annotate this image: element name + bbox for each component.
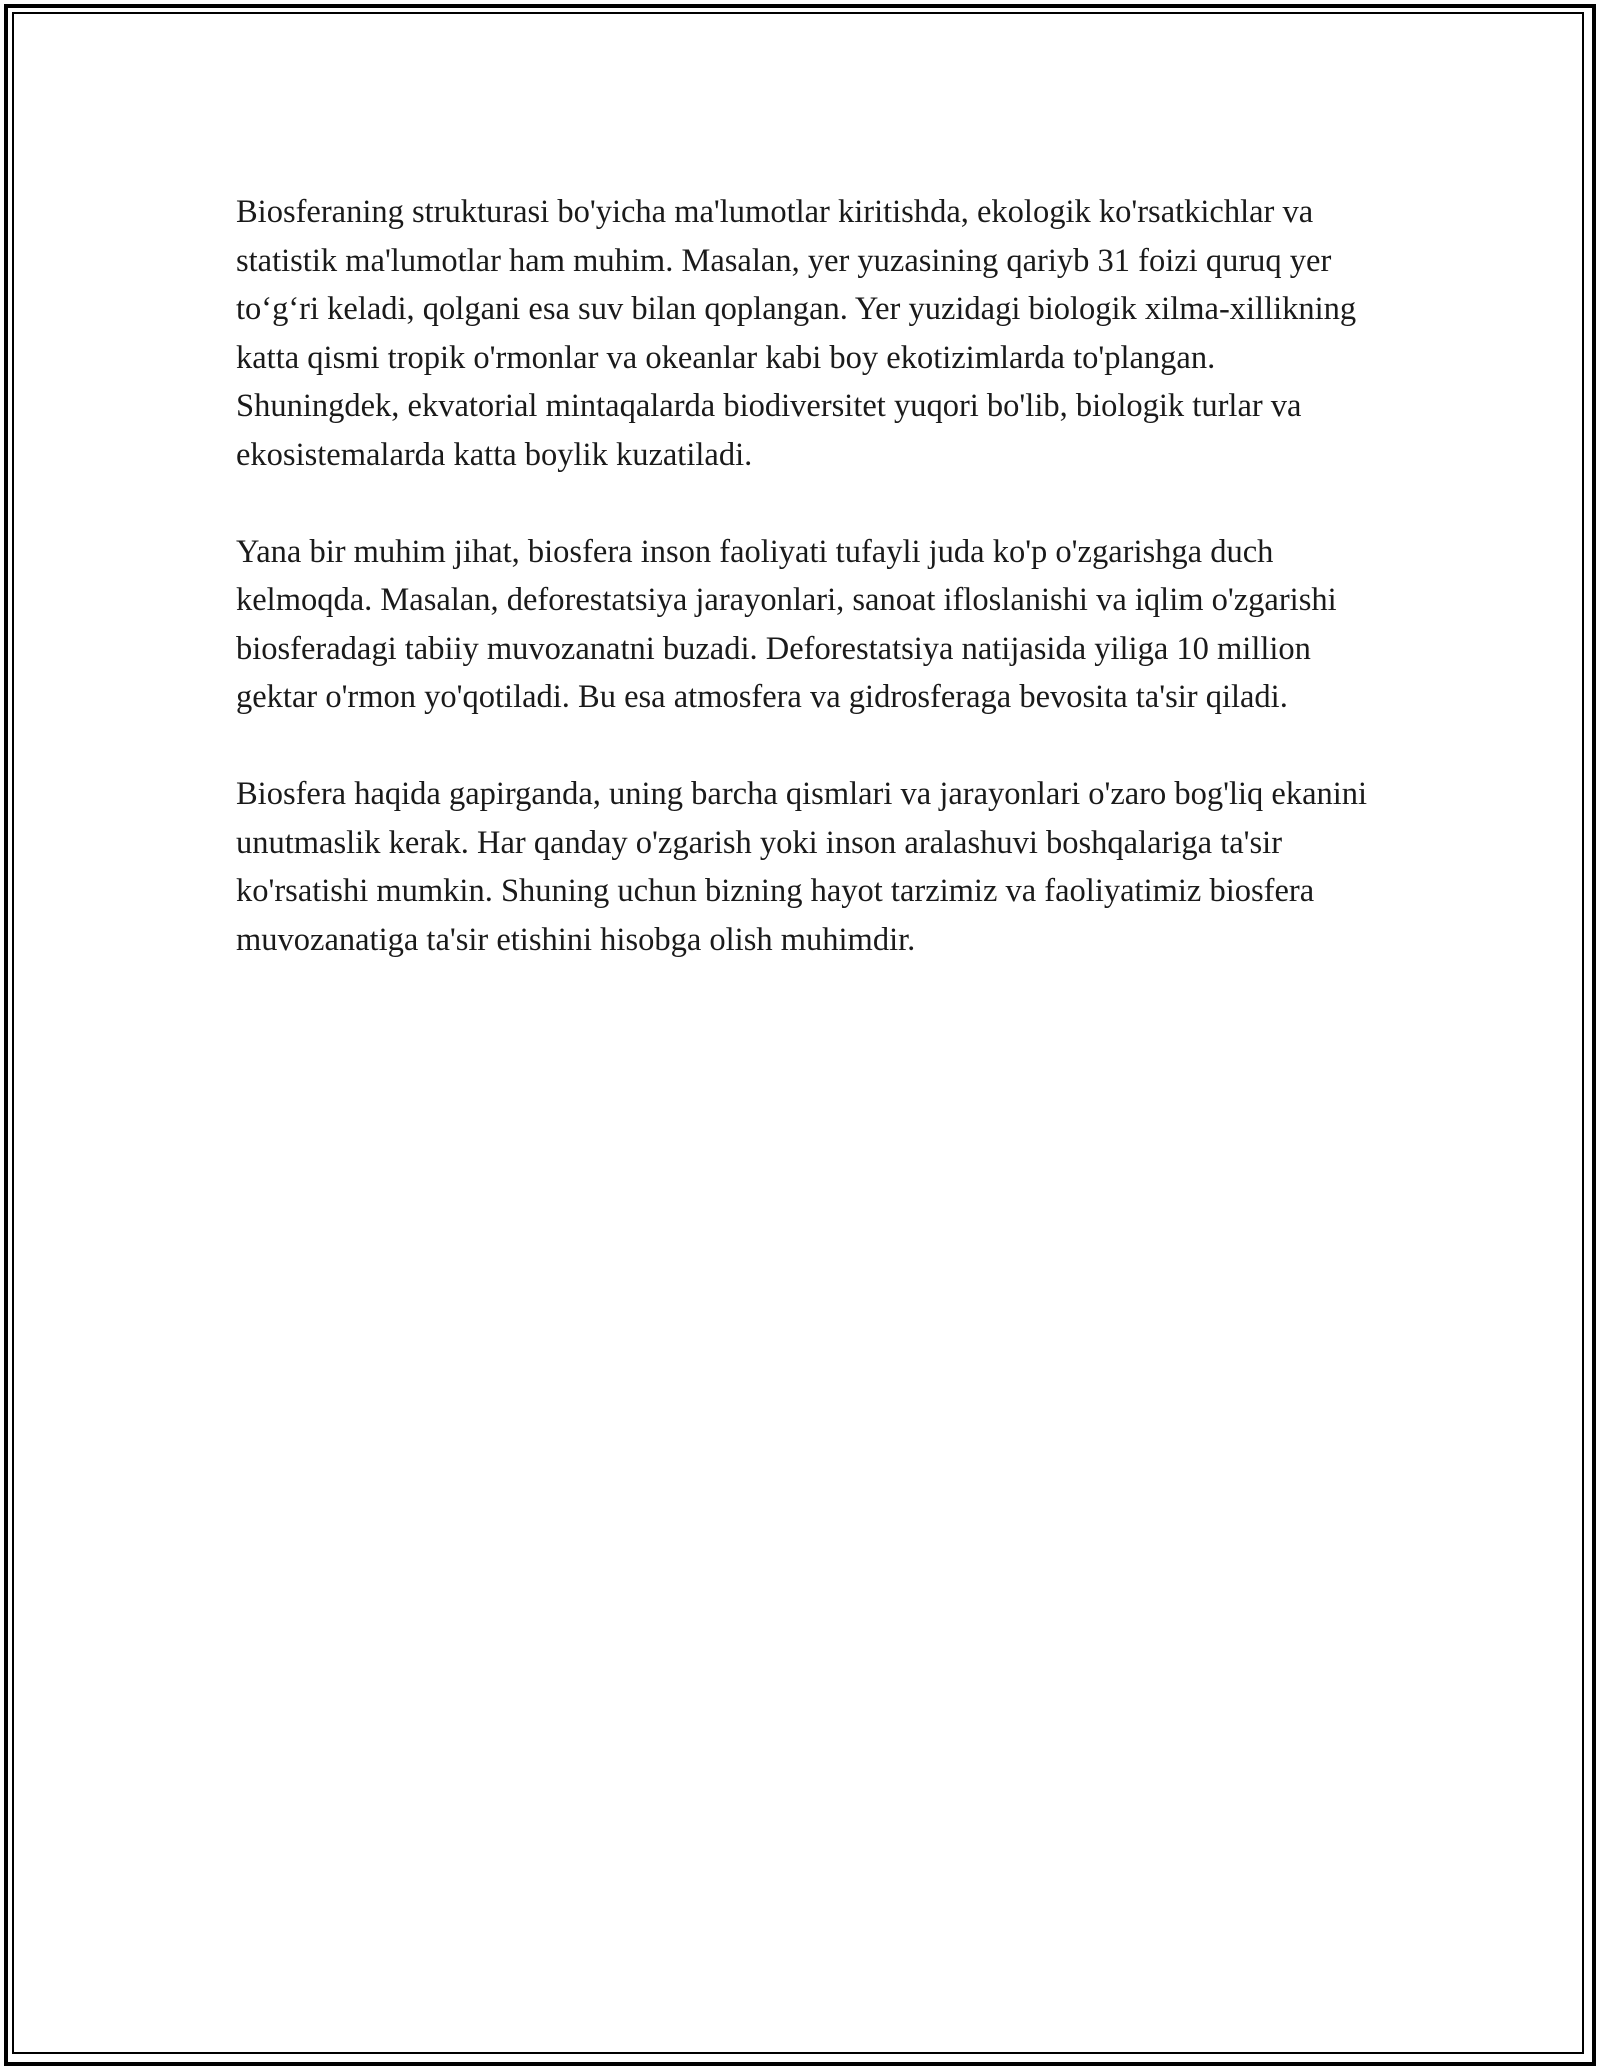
paragraph-biosphere-structure: Biosferaning strukturasi bo'yicha ma'lumotlar kiritishda, ekologik ko'rsatkichlar va statistik ma'lumotlar ham muhim. Masalan, yer yuzasining qariyb 31 foizi quruq yer to‘g‘ri keladi, qolgani esa suv bilan qoplangan. Yer yuzidagi biologik xilma-xillikning katta qismi tropik o'rmonlar va okeanlar kabi boy ekotizimlarda to'plangan. Shuningdek, ekvatorial mintaqalarda biodiversitet yuqori bo'lib, biologik turlar va ekosistemalarda katta boylik kuzatiladi. — [236, 194, 1357, 473]
paragraph-interconnection: Biosfera haqida gapirganda, uning barcha qismlari va jarayonlari o'zaro bog'liq ekanini unutmaslik kerak. Har qanday o'zgarish yoki inson aralashuvi boshqalariga ta'sir ko'rsatishi mumkin. Shuning uchun bizning hayot tarzimiz va faoliyatimiz biosfera muvozanatiga ta'sir etishini hisobga olish muhimdir. — [236, 776, 1368, 958]
document-body — [236, 188, 1376, 1013]
paragraph-human-impact: Yana bir muhim jihat, biosfera inson faoliyati tufayli juda ko'p o'zgarishga duch kelmoqda. Masalan, deforestatsiya jarayonlari, sanoat ifloslanishi va iqlim o'zgarishi biosferadagi tabiiy muvozanatni buzadi. Deforestatsiya natijasida yiliga 10 million gektar o'rmon yo'qotiladi. Bu esa atmosfera va gidrosferaga bevosita ta'sir qiladi. — [236, 533, 1337, 715]
